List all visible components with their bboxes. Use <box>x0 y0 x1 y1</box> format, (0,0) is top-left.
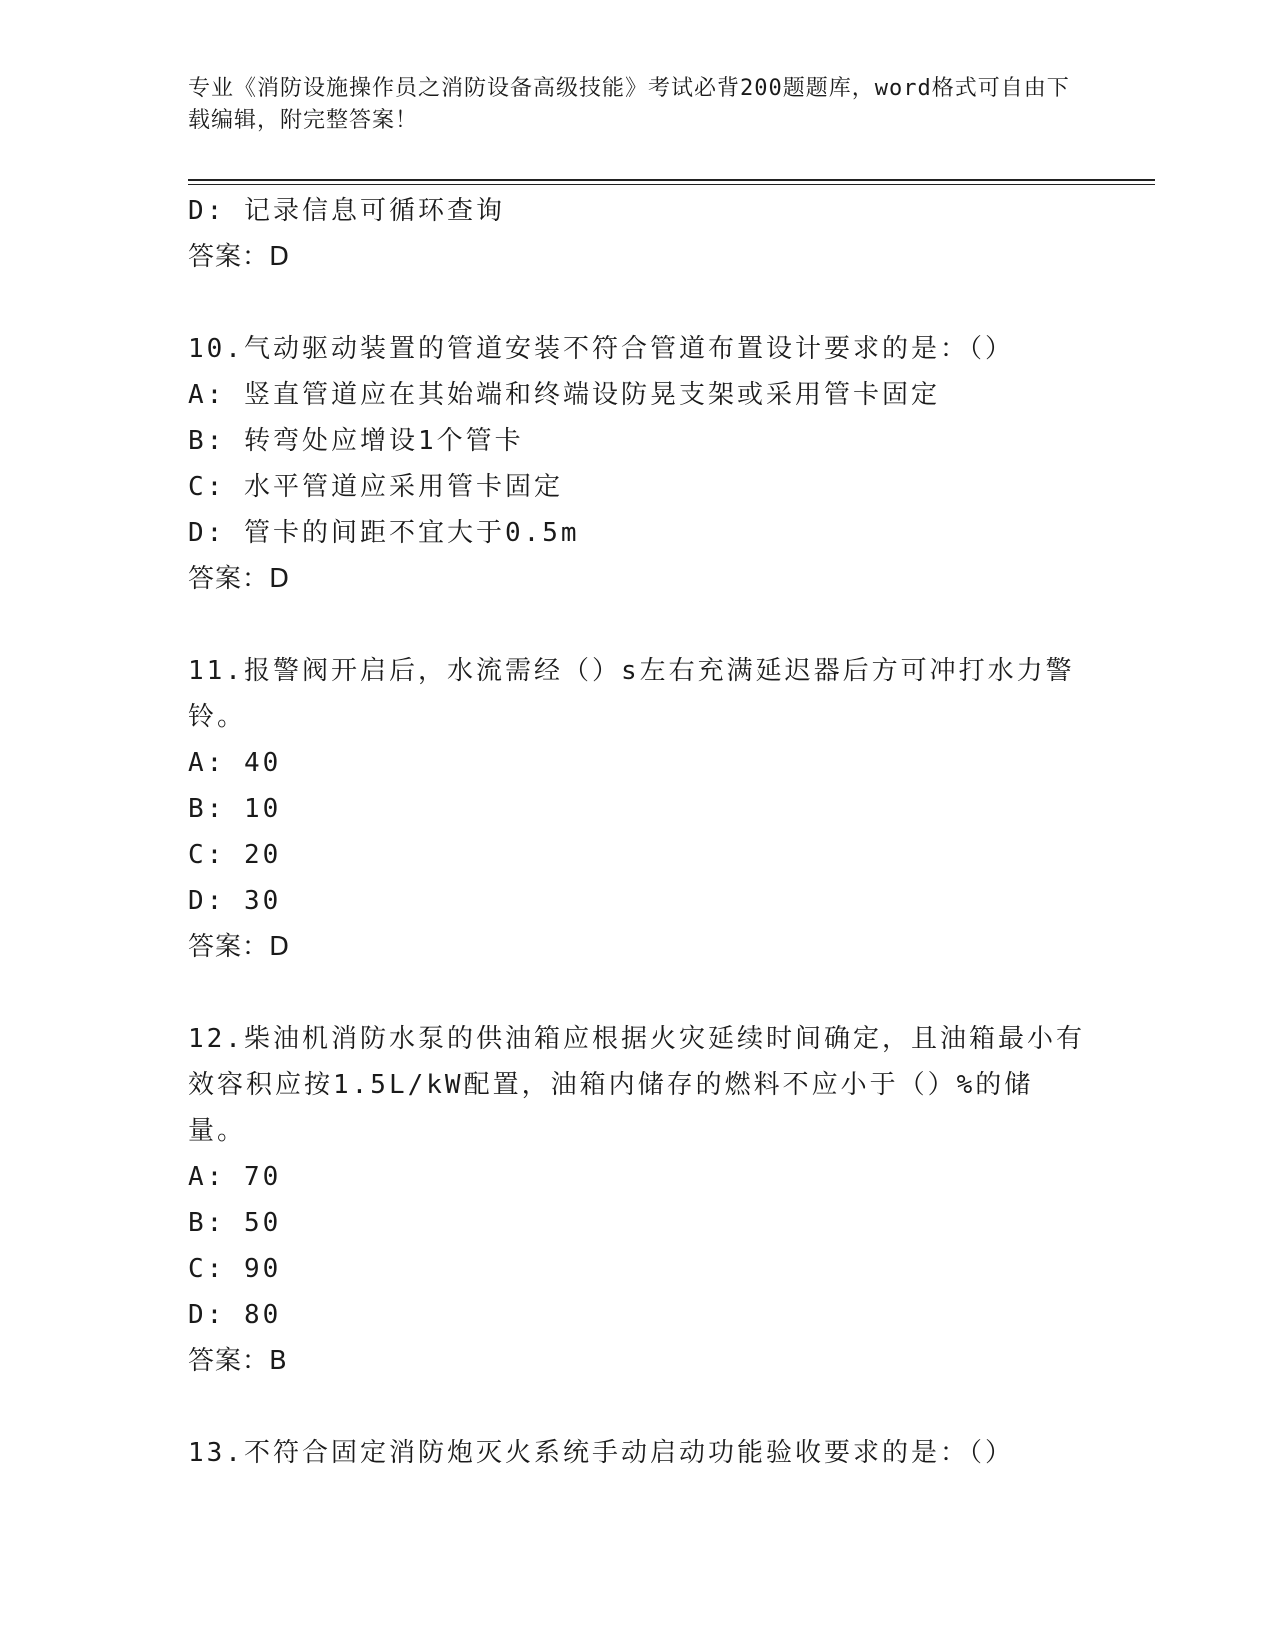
document-content <box>188 188 1088 1476</box>
option-d: D: 80 <box>188 1300 282 1330</box>
question-block <box>188 326 1088 602</box>
carryover-option-d: D: 记录信息可循环查询 <box>188 196 505 226</box>
option-c: C: 水平管道应采用管卡固定 <box>188 472 563 502</box>
option-b: B: 50 <box>188 1208 282 1238</box>
question-block <box>188 1016 1088 1384</box>
header-rule-thick <box>188 179 1155 181</box>
carryover-answer: 答案：D <box>188 242 291 272</box>
document-header: 专业《消防设施操作员之消防设备高级技能》考试必背200题题库，word格式可自由下载编辑，附完整答案！ <box>188 76 1070 133</box>
option-b: B: 10 <box>188 794 282 824</box>
answer: 答案：B <box>188 1346 288 1376</box>
option-c: C: 20 <box>188 840 282 870</box>
option-d: D: 管卡的间距不宜大于0.5m <box>188 518 580 548</box>
option-a: A: 70 <box>188 1162 282 1192</box>
spacer <box>188 280 1088 326</box>
option-d: D: 30 <box>188 886 282 916</box>
answer: 答案：D <box>188 564 291 594</box>
question-text: 11.报警阀开启后，水流需经（）s左右充满延迟器后方可冲打水力警铃。 <box>188 656 1075 732</box>
question-text: 10.气动驱动装置的管道安装不符合管道布置设计要求的是：（） <box>188 334 1014 364</box>
header-rule-thin <box>188 184 1155 185</box>
question-text: 13.不符合固定消防炮灭火系统手动启动功能验收要求的是：（） <box>188 1438 1014 1468</box>
option-a: A: 竖直管道应在其始端和终端设防晃支架或采用管卡固定 <box>188 380 940 410</box>
spacer <box>188 1384 1088 1430</box>
spacer <box>188 602 1088 648</box>
question-block <box>188 1430 1088 1476</box>
option-b: B: 转弯处应增设1个管卡 <box>188 426 524 456</box>
question-block <box>188 648 1088 970</box>
spacer <box>188 970 1088 1016</box>
option-a: A: 40 <box>188 748 282 778</box>
option-c: C: 90 <box>188 1254 282 1284</box>
answer: 答案：D <box>188 932 291 962</box>
question-text: 12.柴油机消防水泵的供油箱应根据火灾延续时间确定，且油箱最小有效容积应按1.5L/kW配置，油箱内储存的燃料不应小于（）%的储量。 <box>188 1024 1085 1146</box>
